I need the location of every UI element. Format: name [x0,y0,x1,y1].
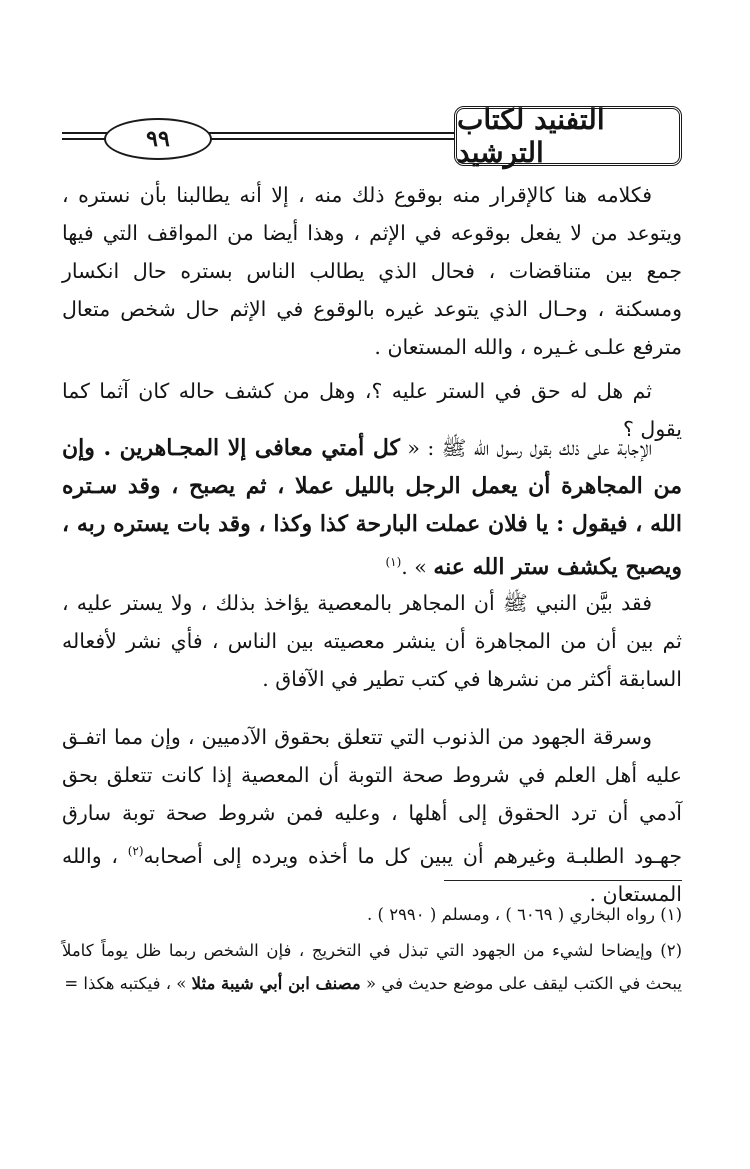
hadith-text: كل أمتي معافى إلا المجـاهرين . وإن من المجاهرة أن يعمل الرجل بالليل عملا ، ثم يصبح ، وقد سـتره الله ، فيقول : يا فلان عملت البارحة كذا وكذا ، وقد بات يستره ربه ، ويصبح يكشف ستر الله عنه [62,435,682,580]
paragraph-3-text [62,429,682,586]
footnote-ref-1[interactable]: (١) [385,555,402,569]
paragraph-1-text: فكلامه هنا كالإقرار منه بوقوع ذلك منه ، إلا أنه يطالبنا بأن نستره ، ويتوعد من لا يفعل بوقوعه في الإثم ، وهذا أيضا من المواقف التي فيها جمع بين متناقضات ، فحال الذي يطالب الناس بستره حال انكسار ومسكنة ، وحـال الذي يتوعد غيره بالوقوع في الإثم حال شخص متعال مترفع علـى غـيره ، والله المستعان . [62,183,682,359]
footnote-2 [62,934,682,1000]
footnote-1: (١) رواه البخاري ( ٦٠٦٩ ) ، ومسلم ( ٢٩٩٠ ) . [367,905,682,924]
footnote-2-source: مصنف ابن أبي شيبة مثلا [191,974,361,993]
footnote-ref-2[interactable]: (٢) [127,844,144,858]
paragraph-2-text: ثم هل له حق في الستر عليه ؟، وهل من كشف حاله كان آثما كما يقول ؟ [62,379,682,441]
page-number: ٩٩ [104,118,212,160]
footnote-2-end: » ، فيكتبه هكذا = [64,974,192,993]
paragraph-3 [62,429,682,586]
paragraph-4-text: فقد بيَّن النبي ﷺ أن المجاهر بالمعصية يؤاخذ بذلك ، ولا يستر عليه ، ثم بين أن من المجاهرة أن ينشر معصيته بين الناس ، فأي نشر لأفعاله السابقة أكثر من نشرها في كتب تطير في الآفاق . [62,591,682,691]
footnote-2-text: (٢) وإيضاحا لشيء من الجهود التي تبذل في التخريج ، فإن الشخص ربما ظل يوماً كاملاً يبحث في الكتب ليقف على موضع حديث في « [62,941,682,993]
running-header [62,103,682,169]
paragraph-5-main: وسرقة الجهود من الذنوب التي تتعلق بحقوق الآدميين ، وإن مما اتفـق عليه أهل العلم في شروط صحة التوبة أن المعصية إذا كانت تتعلق بحق آدمي أن ترد الحقوق إلى أهلها ، وعليه فمن شروط صحة توبة سارق جهـود الطلبـة وغيرهم أن يبين كل ما أخذه ويرده إلى أصحابه [62,725,682,868]
paragraph-5-end: ، والله المستعان . [62,843,682,906]
paragraph-5-text [62,718,682,913]
hadith-close: » . [401,554,434,579]
paragraph-4 [62,584,682,698]
book-title: التفنيد لكتاب الترشيد [454,106,682,166]
paragraph-1 [62,176,682,366]
hadith-intro: الإجابة على ذلك بقول رسول الله ﷺ : « [399,436,652,460]
footnote-divider [444,880,682,881]
paragraph-5 [62,718,682,913]
